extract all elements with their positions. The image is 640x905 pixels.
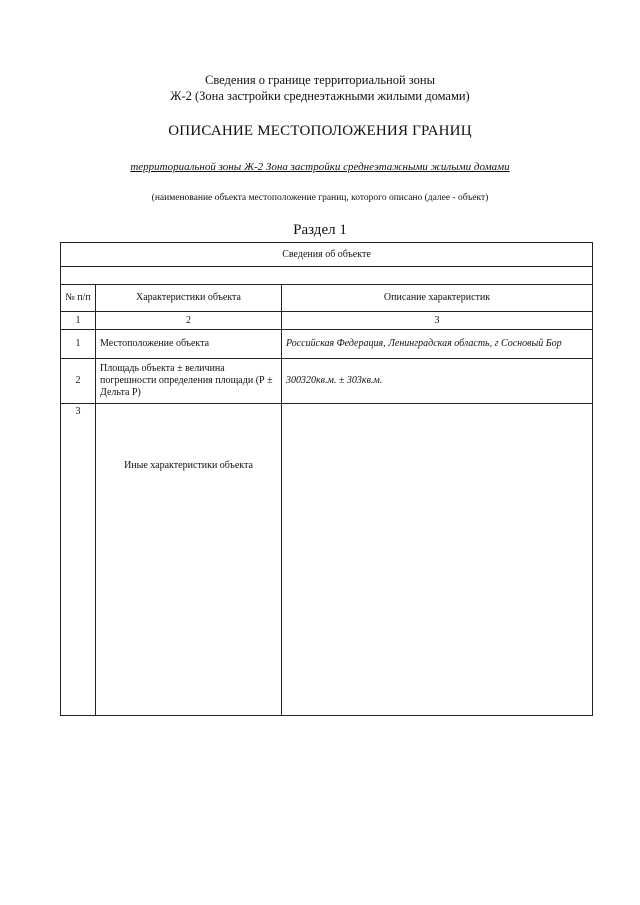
table-row: [61, 404, 593, 716]
row-number: 2: [61, 359, 96, 404]
table-row: [61, 330, 593, 359]
table-heading-row: [61, 243, 593, 267]
object-info-table: [60, 242, 593, 716]
column-number: 3: [282, 312, 593, 330]
column-header-number: № п/п: [61, 285, 96, 312]
characteristic-name: Иные характеристики объекта: [96, 404, 282, 716]
column-header-description: Описание характеристик: [282, 285, 593, 312]
document-title: ОПИСАНИЕ МЕСТОПОЛОЖЕНИЯ ГРАНИЦ: [168, 123, 472, 139]
characteristic-value: 300320кв.м. ± 303кв.м.: [282, 359, 593, 404]
header-line-2: Ж-2 (Зона застройки среднеэтажными жилыми домами): [170, 89, 470, 103]
section-title: Раздел 1: [293, 222, 347, 238]
characteristic-name: Местоположение объекта: [96, 330, 282, 359]
empty-cell: [61, 267, 593, 285]
table-row: [61, 359, 593, 404]
characteristic-value: Российская Федерация, Ленинградская область, г Сосновый Бор: [282, 330, 593, 359]
table-header-row: [61, 285, 593, 312]
row-number: 3: [61, 404, 96, 716]
table-column-numbers-row: [61, 312, 593, 330]
column-header-characteristic: Характеристики объекта: [96, 285, 282, 312]
header-line-1: Сведения о границе территориальной зоны: [205, 73, 435, 87]
table-empty-row: [61, 267, 593, 285]
table-heading: Сведения об объекте: [61, 243, 593, 267]
object-name-caption: (наименование объекта местоположение границ, которого описано (далее - объект): [151, 193, 489, 203]
characteristic-name: Площадь объекта ± величина погрешности определения площади (Р ± Дельта Р): [96, 359, 282, 404]
column-number: 2: [96, 312, 282, 330]
row-number: 1: [61, 330, 96, 359]
object-name: территориальной зоны Ж-2 Зона застройки среднеэтажными жилыми домами: [130, 161, 510, 173]
column-number: 1: [61, 312, 96, 330]
characteristic-value: [282, 404, 593, 716]
